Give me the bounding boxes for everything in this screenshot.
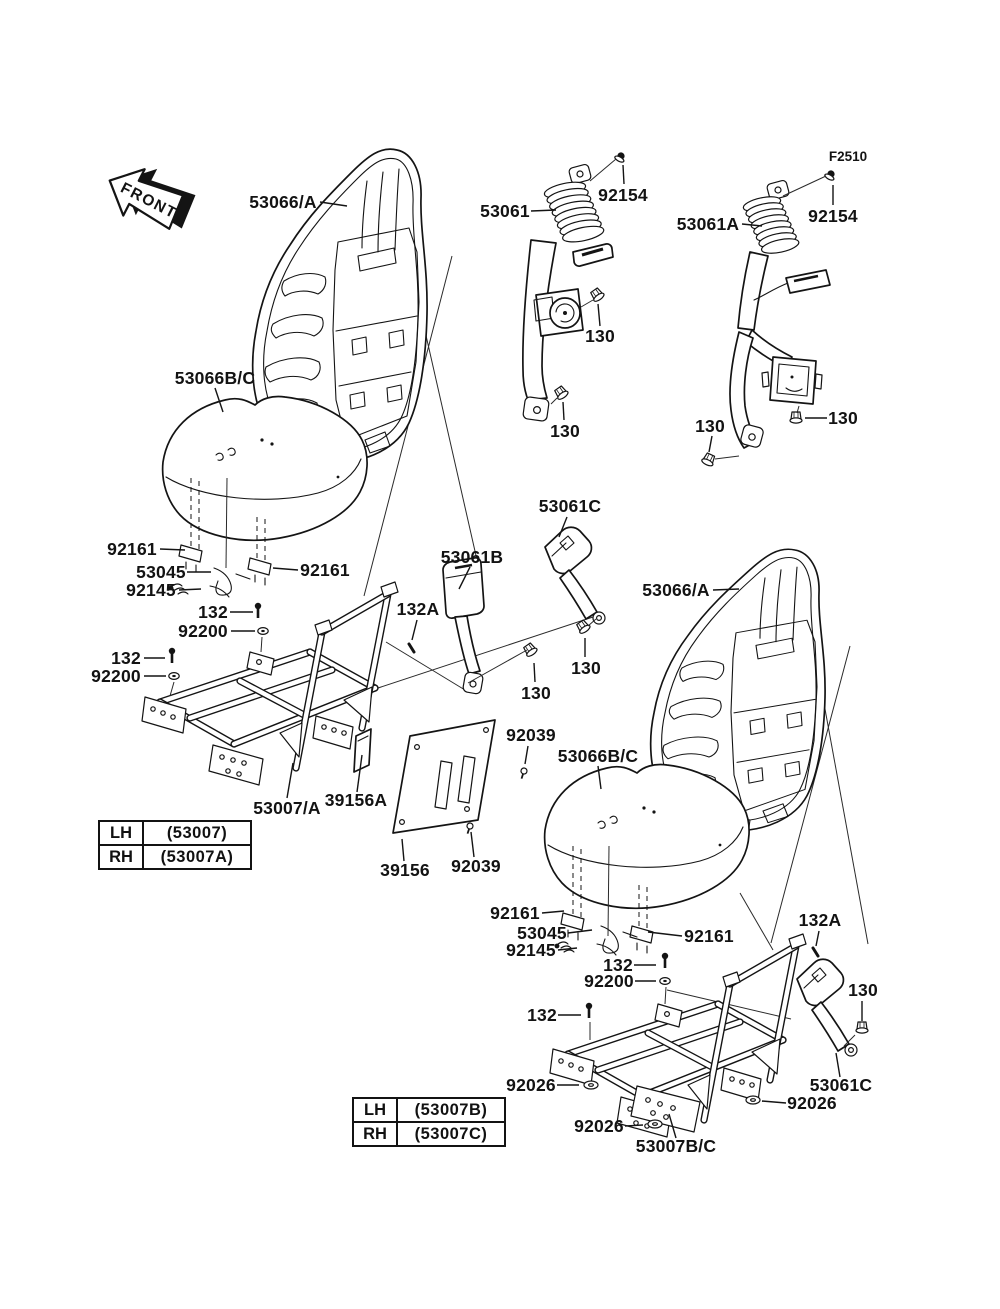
lh-rh-table-lower: [352, 1097, 506, 1147]
part-label-53045: 53045: [136, 562, 186, 582]
part-label-132: 132: [198, 602, 228, 622]
part-label-130: 130: [848, 980, 878, 1000]
part-label-92026: 92026: [574, 1116, 624, 1136]
part-label-130: 130: [550, 421, 580, 441]
part-label-92145: 92145: [506, 940, 556, 960]
bracket-panel-39156: [393, 720, 495, 833]
part-label-53066a: 53066/A: [642, 580, 710, 600]
part-label-132a: 132A: [396, 599, 440, 619]
part-label-92154: 92154: [808, 206, 858, 226]
part-label-53066bc: 53066B/C: [174, 368, 256, 388]
part-label-53066a: 53066/A: [249, 192, 317, 212]
belt-buckle-53061c-upper: [545, 527, 605, 624]
part-label-92200: 92200: [584, 971, 634, 991]
part-label-92026: 92026: [506, 1075, 556, 1095]
part-label-53061b: 53061B: [440, 547, 504, 567]
part-label-132: 132: [603, 955, 633, 975]
part-label-132: 132: [111, 648, 141, 668]
part-label-92026: 92026: [787, 1093, 837, 1113]
side-cell: LH: [99, 821, 143, 845]
part-label-130: 130: [571, 658, 601, 678]
side-cell: LH: [353, 1098, 397, 1122]
side-cell: RH: [353, 1122, 397, 1146]
part-label-92161: 92161: [684, 926, 734, 946]
part-label-92154: 92154: [598, 185, 648, 205]
part-label-130: 130: [828, 408, 858, 428]
part-number-cell: (53007C): [397, 1122, 505, 1146]
part-label-92161: 92161: [300, 560, 350, 580]
spring-92145-right: [555, 942, 574, 952]
part-label-53007a: 53007/A: [253, 798, 321, 818]
hook-53045-left: [210, 568, 250, 597]
part-label-53007bc: 53007B/C: [635, 1136, 717, 1156]
part-label-130: 130: [585, 326, 615, 346]
part-label-92161: 92161: [107, 539, 157, 559]
part-number-cell: (53007B): [397, 1098, 505, 1122]
front-label: FRONT: [117, 179, 180, 223]
seat-cushion-53066bc-left: [163, 396, 367, 585]
part-number-cell: (53007A): [143, 845, 251, 869]
part-label-92145: 92145: [126, 580, 176, 600]
part-label-92200: 92200: [178, 621, 228, 641]
part-label-130: 130: [695, 416, 725, 436]
part-label-39156: 39156: [380, 860, 430, 880]
part-number-cell: (53007): [143, 821, 251, 845]
belt-buckle-53061b: [443, 558, 484, 695]
part-label-132a: 132A: [798, 910, 842, 930]
part-label-92039: 92039: [506, 725, 556, 745]
part-label-39156a: 39156A: [324, 790, 388, 810]
front-direction-arrow: [98, 152, 201, 242]
part-label-53045: 53045: [517, 923, 567, 943]
seat-cushion-53066bc-right: [545, 764, 749, 953]
part-label-92200: 92200: [91, 666, 141, 686]
part-label-92039: 92039: [451, 856, 501, 876]
part-label-130: 130: [521, 683, 551, 703]
part-label-92161: 92161: [490, 903, 540, 923]
figure-code: F2510: [828, 149, 868, 164]
part-label-53061c: 53061C: [538, 496, 602, 516]
part-label-53061a: 53061A: [676, 214, 740, 234]
panel-strip-39156a: [354, 729, 371, 772]
lh-rh-table-upper: [98, 820, 252, 870]
part-label-53061c: 53061C: [809, 1075, 873, 1095]
part-label-53061: 53061: [480, 201, 530, 221]
side-cell: RH: [99, 845, 143, 869]
part-label-53066bc: 53066B/C: [557, 746, 639, 766]
part-label-132: 132: [527, 1005, 557, 1025]
